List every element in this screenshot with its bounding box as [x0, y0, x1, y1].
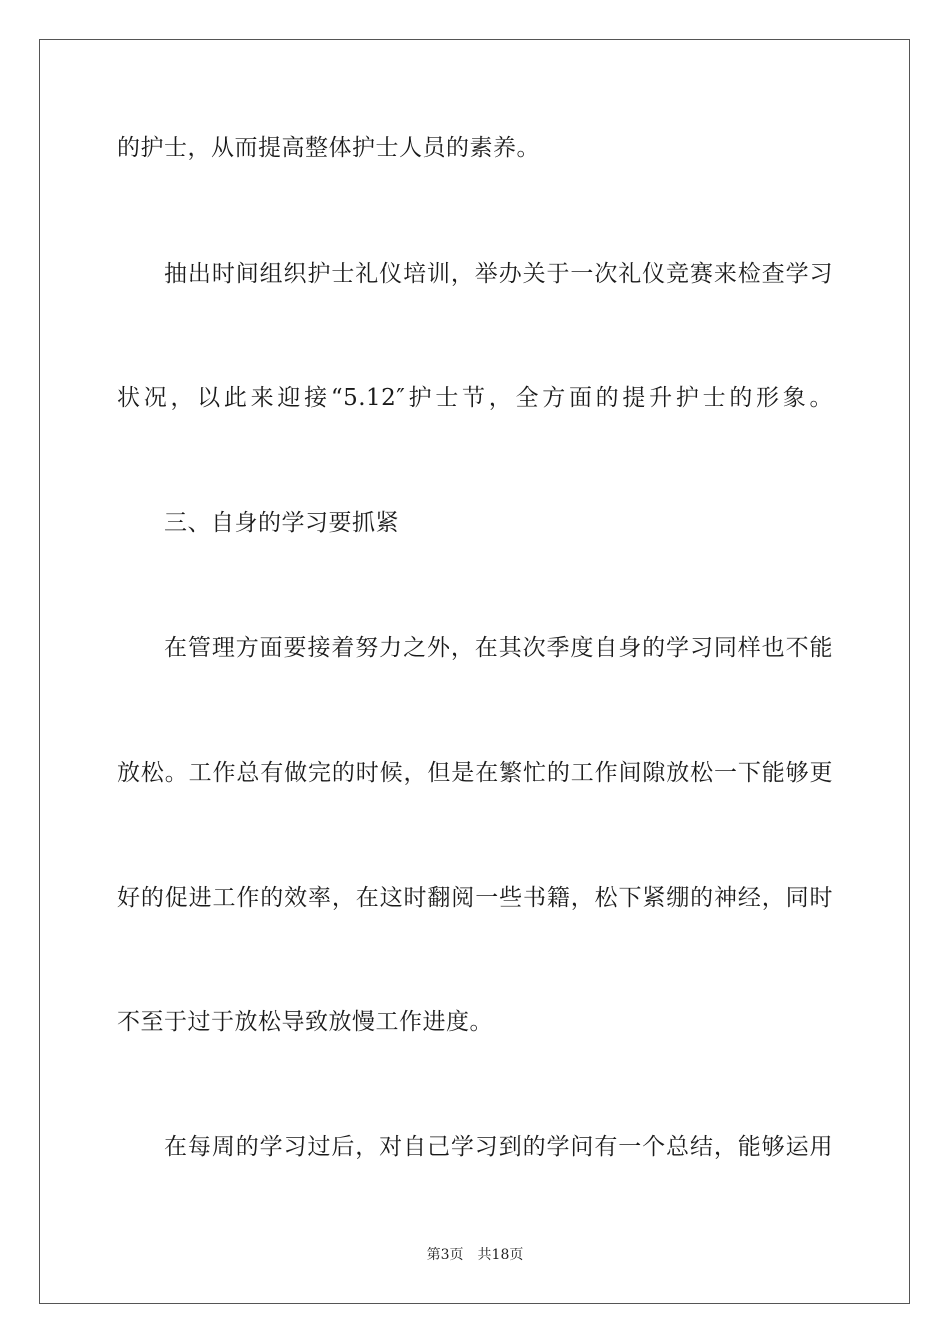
section-heading: 三、自身的学习要抓紧: [164, 510, 399, 536]
text-line-9: 在每周的学习过后，对自己学习到的学问有一个总结，能够运用: [164, 1134, 833, 1160]
page-number-footer: 第3页 共18页: [426, 1247, 524, 1263]
text-line-2: 抽出时间组织护士礼仪培训，举办关于一次礼仪竞赛来检查学习: [164, 261, 833, 287]
text-line-8: 不至于过于放松导致放慢工作进度。: [117, 1009, 493, 1035]
text-line-3: 状况，以此来迎接“5.12″护士节，全方面的提升护士的形象。: [117, 385, 833, 411]
text-line-5: 在管理方面要接着努力之外，在其次季度自身的学习同样也不能: [164, 635, 833, 661]
text-line-6: 放松。工作总有做完的时候，但是在繁忙的工作间隙放松一下能够更: [117, 760, 833, 786]
text-line-7: 好的促进工作的效率，在这时翻阅一些书籍，松下紧绷的神经，同时: [117, 885, 833, 911]
text-line-1: 的护士，从而提高整体护士人员的素养。: [117, 135, 540, 161]
page-border: [39, 39, 910, 1304]
